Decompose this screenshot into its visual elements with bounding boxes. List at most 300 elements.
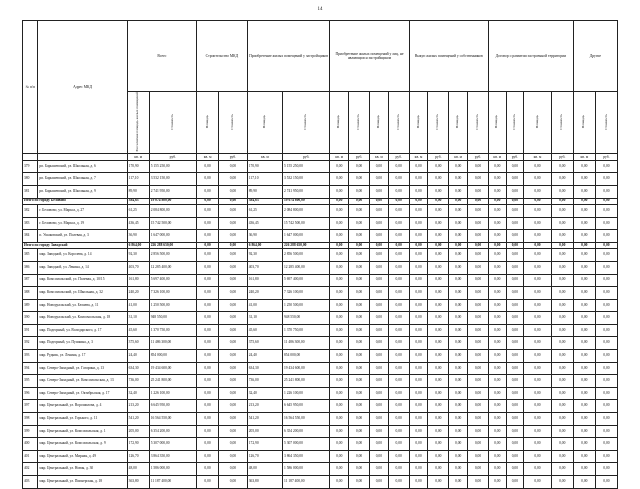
zero-cell: 0,00: [506, 312, 524, 325]
total-cost: 3 532 150,00: [149, 173, 196, 186]
zero-cell: 0,00: [506, 413, 524, 426]
total-area: 736,00: [127, 375, 149, 388]
dev-area: 172,90: [247, 438, 282, 451]
zero-cell: 0,00: [524, 160, 552, 173]
zero-cell: 0,00: [388, 375, 409, 388]
construction-area: 0,00: [197, 362, 219, 375]
total-area: 6 864,00: [127, 242, 149, 249]
units-cell: руб.: [551, 153, 573, 160]
row-address: мкр. Центральный, ул. Новая, д. 30: [38, 463, 127, 476]
col-acquire-dev-header: Приобретение жилых помещений у застройщиков: [247, 21, 330, 92]
units-cell: кв. м: [370, 153, 389, 160]
zero-cell: 0,00: [551, 198, 573, 205]
zero-cell: 0,00: [428, 312, 449, 325]
dev-cost: 2 741 950,00: [283, 185, 330, 198]
subheader-cell: Площадь: [524, 92, 552, 154]
relocation-table: [22, 20, 618, 489]
zero-cell: 0,00: [468, 160, 489, 173]
zero-cell: 0,00: [551, 185, 573, 198]
total-area: 161,80: [127, 274, 149, 287]
zero-cell: 0,00: [573, 425, 595, 438]
zero-cell: 0,00: [595, 185, 617, 198]
construction-area: 0,00: [197, 387, 219, 400]
zero-cell: 0,00: [488, 299, 506, 312]
dev-area: 61,25: [247, 205, 282, 218]
units-cell: кв. м: [127, 153, 149, 160]
zero-cell: 0,00: [595, 205, 617, 218]
zero-cell: 0,00: [428, 362, 449, 375]
zero-cell: 0,00: [428, 400, 449, 413]
table-row: [23, 337, 618, 350]
col-other-header: Другие: [573, 21, 617, 92]
dev-cost: 11 486 300,00: [283, 337, 330, 350]
col-contract-header: Договор о развитии застроенной территории: [488, 21, 573, 92]
zero-cell: 0,00: [506, 249, 524, 262]
zero-cell: 0,00: [573, 337, 595, 350]
col-buyout-header: Выкуп жилых помещений у собственников: [409, 21, 488, 92]
zero-cell: 0,00: [468, 299, 489, 312]
total-label: Итого по городу Заводской: [23, 242, 128, 249]
total-area: 240,20: [127, 287, 149, 300]
zero-cell: 0,00: [573, 362, 595, 375]
total-cost: 5 155 250,00: [149, 160, 196, 173]
zero-cell: 0,00: [488, 287, 506, 300]
zero-cell: 0,00: [551, 463, 573, 476]
total-area: 48,00: [127, 463, 149, 476]
units-cell: кв. м: [409, 153, 428, 160]
zero-cell: 0,00: [330, 425, 349, 438]
zero-cell: 0,00: [388, 463, 409, 476]
units-cell: руб.: [388, 153, 409, 160]
zero-cell: 0,00: [370, 198, 389, 205]
zero-cell: 0,00: [449, 476, 468, 489]
total-cost: 854 000,00: [149, 350, 196, 363]
zero-cell: 0,00: [468, 217, 489, 230]
col-construction-header: Строительство МКД: [197, 21, 248, 92]
total-area: 436,45: [127, 217, 149, 230]
zero-cell: 0,00: [388, 362, 409, 375]
zero-cell: 0,00: [506, 425, 524, 438]
zero-cell: 0,00: [468, 249, 489, 262]
zero-cell: 0,00: [349, 387, 370, 400]
zero-cell: 0,00: [468, 463, 489, 476]
zero-cell: 0,00: [349, 425, 370, 438]
zero-cell: 0,00: [330, 350, 349, 363]
zero-cell: 0,00: [506, 274, 524, 287]
construction-area: 0,00: [197, 173, 219, 186]
zero-cell: 0,00: [370, 274, 389, 287]
zero-cell: 0,00: [468, 425, 489, 438]
zero-cell: 0,00: [428, 217, 449, 230]
zero-cell: 0,00: [388, 249, 409, 262]
subheader-cell: Стоимость: [428, 92, 449, 154]
row-number: 402: [23, 463, 38, 476]
total-cost: 5 307 000,00: [149, 438, 196, 451]
zero-cell: 0,00: [524, 287, 552, 300]
construction-cost: 0,00: [219, 242, 248, 249]
construction-cost: 0,00: [219, 274, 248, 287]
zero-cell: 0,00: [409, 350, 428, 363]
zero-cell: 0,00: [524, 324, 552, 337]
zero-cell: 0,00: [595, 324, 617, 337]
zero-cell: 0,00: [488, 425, 506, 438]
zero-cell: 0,00: [488, 413, 506, 426]
zero-cell: 0,00: [551, 261, 573, 274]
table-row: [23, 205, 618, 218]
zero-cell: 0,00: [551, 337, 573, 350]
construction-cost: 0,00: [219, 261, 248, 274]
dev-cost: 1 226 100,00: [283, 387, 330, 400]
zero-cell: 0,00: [449, 185, 468, 198]
dev-cost: 5 307 000,00: [283, 438, 330, 451]
units-cell: [23, 153, 38, 160]
total-area: 61,25: [127, 205, 149, 218]
total-cost: 16 564 550,00: [149, 413, 196, 426]
zero-cell: 0,00: [428, 261, 449, 274]
zero-cell: 0,00: [388, 350, 409, 363]
table-row: [23, 185, 618, 198]
col-address-header: Адрес МКД: [38, 21, 127, 154]
total-cost: 6 354 200,00: [149, 425, 196, 438]
zero-cell: 0,00: [370, 413, 389, 426]
zero-cell: 0,00: [349, 249, 370, 262]
total-cost: 1 226 100,00: [149, 387, 196, 400]
dev-area: 45,60: [247, 324, 282, 337]
zero-cell: 0,00: [449, 173, 468, 186]
dev-area: 31,10: [247, 312, 282, 325]
subheader-cell: Стоимость: [349, 92, 370, 154]
dev-cost: 1 647 000,00: [283, 230, 330, 243]
zero-cell: 0,00: [595, 287, 617, 300]
construction-cost: 0,00: [219, 287, 248, 300]
zero-cell: 0,00: [330, 261, 349, 274]
total-area: 126,70: [127, 450, 149, 463]
zero-cell: 0,00: [330, 287, 349, 300]
zero-cell: 0,00: [428, 324, 449, 337]
zero-cell: 0,00: [551, 249, 573, 262]
zero-cell: 0,00: [468, 438, 489, 451]
table-row: [23, 230, 618, 243]
zero-cell: 0,00: [595, 198, 617, 205]
construction-cost: 0,00: [219, 425, 248, 438]
zero-cell: 0,00: [488, 242, 506, 249]
zero-cell: 0,00: [595, 400, 617, 413]
zero-cell: 0,00: [330, 230, 349, 243]
zero-cell: 0,00: [370, 463, 389, 476]
row-address: мкр. Рудник, ул. Ленина, д. 17: [38, 350, 127, 363]
row-address: мкр. Заводной, ул. Королева, д. 14: [38, 249, 127, 262]
zero-cell: 0,00: [409, 324, 428, 337]
zero-cell: 0,00: [428, 185, 449, 198]
zero-cell: 0,00: [388, 242, 409, 249]
zero-cell: 0,00: [595, 438, 617, 451]
row-number: 382: [23, 205, 38, 218]
dev-area: 32,40: [247, 387, 282, 400]
zero-cell: 0,00: [524, 362, 552, 375]
page-number: 14: [317, 7, 323, 12]
zero-cell: 0,00: [330, 438, 349, 451]
zero-cell: 0,00: [488, 217, 506, 230]
zero-cell: 0,00: [468, 287, 489, 300]
subheader-cell: Стоимость: [149, 92, 196, 154]
zero-cell: 0,00: [349, 413, 370, 426]
construction-cost: 0,00: [219, 205, 248, 218]
construction-area: 0,00: [197, 337, 219, 350]
row-address: мкр. Северо-Западный, ул. Гагарина, д. 13: [38, 362, 127, 375]
table-row: [23, 450, 618, 463]
zero-cell: 0,00: [409, 242, 428, 249]
total-area: 170,90: [127, 160, 149, 173]
zero-cell: 0,00: [370, 261, 389, 274]
zero-cell: 0,00: [388, 387, 409, 400]
construction-cost: 0,00: [219, 312, 248, 325]
zero-cell: 0,00: [524, 425, 552, 438]
zero-cell: 0,00: [330, 217, 349, 230]
zero-cell: 0,00: [595, 230, 617, 243]
dev-cost: 1 250 500,00: [283, 299, 330, 312]
zero-cell: 0,00: [488, 362, 506, 375]
construction-area: 0,00: [197, 400, 219, 413]
zero-cell: 0,00: [551, 173, 573, 186]
row-number: 397: [23, 400, 38, 413]
zero-cell: 0,00: [330, 463, 349, 476]
zero-cell: 0,00: [349, 261, 370, 274]
zero-cell: 0,00: [428, 425, 449, 438]
total-area: 24,40: [127, 350, 149, 363]
row-number: 386: [23, 261, 38, 274]
construction-area: 0,00: [197, 198, 219, 205]
zero-cell: 0,00: [449, 438, 468, 451]
table-row: [23, 160, 618, 173]
total-area: 117,10: [127, 173, 149, 186]
subheader-cell: Площадь: [449, 92, 468, 154]
total-cost: 1 647 000,00: [149, 230, 196, 243]
zero-cell: 0,00: [449, 205, 468, 218]
zero-cell: 0,00: [370, 287, 389, 300]
zero-cell: 0,00: [595, 425, 617, 438]
zero-cell: 0,00: [524, 438, 552, 451]
row-address: мкр. Северо-Западный, ул. Комсомольская, д. 13: [38, 375, 127, 388]
zero-cell: 0,00: [506, 463, 524, 476]
dev-cost: 7 326 100,00: [283, 287, 330, 300]
dev-cost: 12 285 400,00: [283, 261, 330, 274]
zero-cell: 0,00: [488, 375, 506, 388]
construction-cost: 0,00: [219, 476, 248, 489]
zero-cell: 0,00: [428, 450, 449, 463]
zero-cell: 0,00: [506, 261, 524, 274]
units-cell: кв. м: [524, 153, 552, 160]
zero-cell: 0,00: [573, 230, 595, 243]
zero-cell: 0,00: [573, 450, 595, 463]
row-number: 394: [23, 362, 38, 375]
units-cell: кв. м: [247, 153, 282, 160]
col-total-header: Всего: [127, 21, 196, 92]
zero-cell: 0,00: [551, 287, 573, 300]
zero-cell: 0,00: [370, 242, 389, 249]
row-address: мкр. Комсомольский, ул. Полевая, д. 10/15: [38, 274, 127, 287]
construction-cost: 0,00: [219, 362, 248, 375]
dev-cost: 15 742 500,00: [283, 217, 330, 230]
construction-cost: 0,00: [219, 337, 248, 350]
zero-cell: 0,00: [468, 476, 489, 489]
subheader-cell: Площадь: [197, 92, 219, 154]
zero-cell: 0,00: [370, 324, 389, 337]
row-address: г. Беловово, ул. Маркса, д. 19: [38, 217, 127, 230]
dev-area: 117,10: [247, 173, 282, 186]
zero-cell: 0,00: [330, 375, 349, 388]
zero-cell: 0,00: [468, 350, 489, 363]
zero-cell: 0,00: [388, 413, 409, 426]
zero-cell: 0,00: [449, 217, 468, 230]
zero-cell: 0,00: [388, 476, 409, 489]
zero-cell: 0,00: [409, 312, 428, 325]
dev-cost: 1 586 000,00: [283, 463, 330, 476]
zero-cell: 0,00: [428, 160, 449, 173]
zero-cell: 0,00: [551, 362, 573, 375]
table-row: [23, 274, 618, 287]
zero-cell: 0,00: [595, 362, 617, 375]
subheader-cell: Стоимость: [595, 92, 617, 154]
zero-cell: 0,00: [506, 230, 524, 243]
subheader-cell: Стоимость: [551, 92, 573, 154]
zero-cell: 0,00: [409, 299, 428, 312]
zero-cell: 0,00: [551, 160, 573, 173]
construction-area: 0,00: [197, 324, 219, 337]
construction-cost: 0,00: [219, 198, 248, 205]
zero-cell: 0,00: [506, 476, 524, 489]
zero-cell: 0,00: [468, 173, 489, 186]
zero-cell: 0,00: [506, 205, 524, 218]
total-area: 541,20: [127, 413, 149, 426]
zero-cell: 0,00: [330, 205, 349, 218]
zero-cell: 0,00: [349, 350, 370, 363]
zero-cell: 0,00: [468, 387, 489, 400]
zero-cell: 0,00: [370, 312, 389, 325]
zero-cell: 0,00: [428, 438, 449, 451]
zero-cell: 0,00: [370, 205, 389, 218]
zero-cell: 0,00: [488, 173, 506, 186]
zero-cell: 0,00: [524, 350, 552, 363]
total-cost: 11 187 400,00: [149, 476, 196, 489]
units-cell: руб.: [428, 153, 449, 160]
zero-cell: 0,00: [388, 160, 409, 173]
zero-cell: 0,00: [595, 249, 617, 262]
construction-cost: 0,00: [219, 185, 248, 198]
zero-cell: 0,00: [428, 463, 449, 476]
dev-cost: 6 354 200,00: [283, 425, 330, 438]
table-row: [23, 324, 618, 337]
zero-cell: 0,00: [449, 450, 468, 463]
zero-cell: 0,00: [349, 185, 370, 198]
zero-cell: 0,00: [349, 217, 370, 230]
zero-cell: 0,00: [573, 438, 595, 451]
zero-cell: 0,00: [449, 387, 468, 400]
zero-cell: 0,00: [409, 261, 428, 274]
row-number: 385: [23, 249, 38, 262]
zero-cell: 0,00: [449, 463, 468, 476]
zero-cell: 0,00: [428, 274, 449, 287]
dev-cost: 19 074 800,00: [283, 198, 330, 205]
zero-cell: 0,00: [330, 476, 349, 489]
zero-cell: 0,00: [409, 185, 428, 198]
dev-cost: 11 187 400,00: [283, 476, 330, 489]
total-area: 375,60: [127, 337, 149, 350]
construction-area: 0,00: [197, 249, 219, 262]
zero-cell: 0,00: [330, 450, 349, 463]
total-cost: 7 326 100,00: [149, 287, 196, 300]
zero-cell: 0,00: [370, 160, 389, 173]
zero-cell: 0,00: [573, 242, 595, 249]
row-number: 380: [23, 173, 38, 186]
zero-cell: 0,00: [488, 438, 506, 451]
zero-cell: 0,00: [370, 230, 389, 243]
zero-cell: 0,00: [428, 299, 449, 312]
zero-cell: 0,00: [349, 450, 370, 463]
dev-area: 240,20: [247, 287, 282, 300]
zero-cell: 0,00: [330, 387, 349, 400]
construction-cost: 0,00: [219, 375, 248, 388]
zero-cell: 0,00: [349, 375, 370, 388]
zero-cell: 0,00: [428, 350, 449, 363]
zero-cell: 0,00: [551, 387, 573, 400]
total-area: 205,00: [127, 425, 149, 438]
zero-cell: 0,00: [349, 476, 370, 489]
dev-cost: 5 155 250,00: [283, 160, 330, 173]
zero-cell: 0,00: [468, 400, 489, 413]
zero-cell: 0,00: [468, 185, 489, 198]
zero-cell: 0,00: [449, 242, 468, 249]
total-area: 403,70: [127, 261, 149, 274]
zero-cell: 0,00: [488, 337, 506, 350]
zero-cell: 0,00: [409, 425, 428, 438]
row-address: мкр. Центральный, ул. Комсомольская, д. 1: [38, 425, 127, 438]
zero-cell: 0,00: [370, 387, 389, 400]
construction-cost: 0,00: [219, 400, 248, 413]
zero-cell: 0,00: [468, 375, 489, 388]
zero-cell: 0,00: [524, 274, 552, 287]
zero-cell: 0,00: [524, 312, 552, 325]
units-cell: руб.: [349, 153, 370, 160]
row-number: 395: [23, 375, 38, 388]
zero-cell: 0,00: [551, 274, 573, 287]
zero-cell: 0,00: [524, 261, 552, 274]
zero-cell: 0,00: [370, 217, 389, 230]
subheader-cell: Площадь: [573, 92, 595, 154]
units-cell: руб.: [149, 153, 196, 160]
units-cell: руб.: [595, 153, 617, 160]
subheader-cell: Расселяемая площадь жилых помещений: [127, 92, 149, 154]
zero-cell: 0,00: [524, 337, 552, 350]
table-row: [23, 463, 618, 476]
zero-cell: 0,00: [524, 387, 552, 400]
units-cell: руб.: [506, 153, 524, 160]
construction-area: 0,00: [197, 230, 219, 243]
row-number: 387: [23, 274, 38, 287]
zero-cell: 0,00: [573, 198, 595, 205]
row-number: 390: [23, 312, 38, 325]
dev-cost: 25 241 800,00: [283, 375, 330, 388]
zero-cell: 0,00: [488, 400, 506, 413]
row-number: 381: [23, 185, 38, 198]
table-row: [23, 425, 618, 438]
row-address: мкр. Центральный, ул. Комсомольская, д. 9: [38, 438, 127, 451]
zero-cell: 0,00: [388, 400, 409, 413]
zero-cell: 0,00: [595, 463, 617, 476]
total-cost: 948 550,00: [149, 312, 196, 325]
row-address: рп. Барышевский, ул. Школьная, д. 7: [38, 173, 127, 186]
dev-cost: 5 697 400,00: [283, 274, 330, 287]
row-address: мкр. Подгорный, ул. Володарского, д. 17: [38, 324, 127, 337]
